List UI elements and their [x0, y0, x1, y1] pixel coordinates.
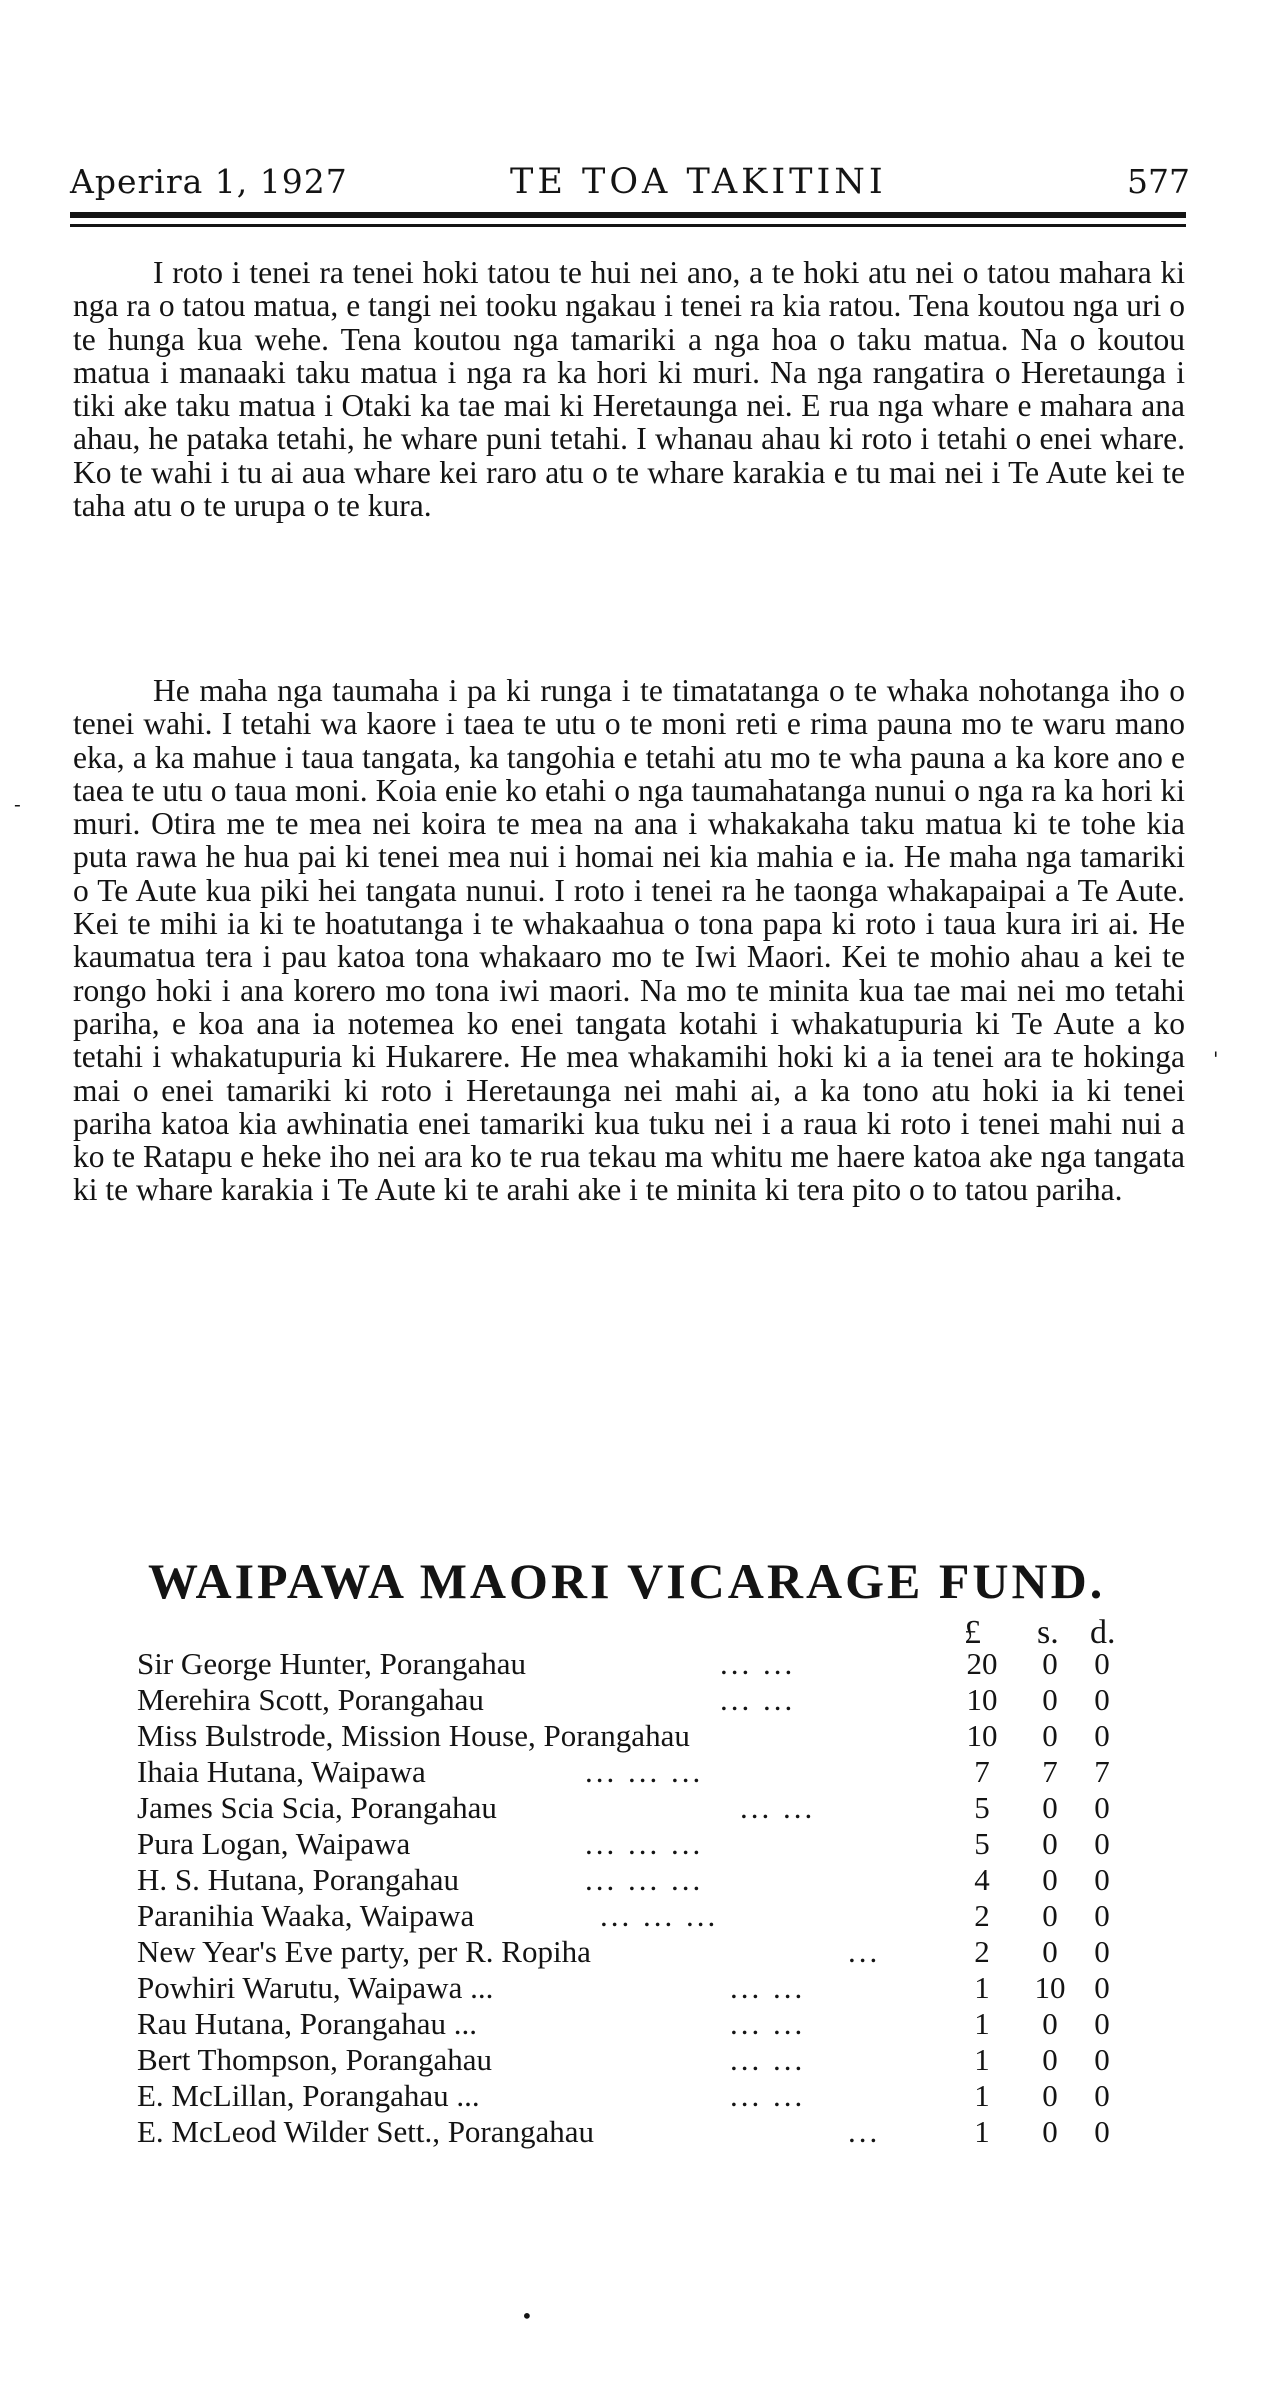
header-rule-thick: [70, 212, 1186, 218]
amount-pounds: 4: [974, 1862, 990, 1897]
amount-shillings: 7: [1042, 1754, 1058, 1789]
leader-dots: ... ...: [730, 2078, 806, 2113]
amount-pounds: 5: [974, 1790, 990, 1825]
amount-pounds: 1: [974, 2078, 990, 2113]
fund-heading: WAIPAWA MAORI VICARAGE FUND.: [148, 1553, 1106, 1609]
donor-name: Paranihia Waaka, Waipawa: [137, 1898, 475, 1933]
leader-dots: ... ...: [740, 1790, 816, 1825]
amount-pounds: 7: [974, 1754, 990, 1789]
donor-name: Powhiri Warutu, Waipawa ...: [137, 1970, 494, 2005]
body-paragraph-1: I roto i tenei ra tenei hoki tatou te hui nei ano, a te hoki atu nei o tatou mahara ki nga ra o tatou matua, e tangi nei tooku ngakau i tenei ra kia ratou. Tena koutou nga uri o te hunga kua wehe. Tena koutou nga tamariki a nga hoa o taku matua. Na o koutou matua i manaaki taku matua i nga ra ka hori ki muri. Na nga rangatira o Heretaunga i tiki ake taku matua i Otaki ka tae mai ki Heretaunga nei. E rua nga whare e mahara ana ahau, he pataka tetahi, he whare puni tetahi. I whanau ahau ki roto i tetahi o enei whare. Ko te wahi i tu ai aua whare kei raro atu o te whare karakia e tu mai nei i Te Aute kei te taha atu o te urupa o te kura.: [73, 255, 1185, 524]
amount-pence: 0: [1094, 1790, 1110, 1825]
amount-pence: 0: [1094, 1934, 1110, 1969]
amount-pounds: 1: [974, 1970, 990, 2005]
issue-date: Aperira 1, 1927: [70, 162, 348, 201]
table-row: [0, 2042, 1280, 2079]
donor-name: E. McLillan, Porangahau ...: [137, 2078, 480, 2113]
amount-shillings: 0: [1042, 2114, 1058, 2149]
amount-pounds: 10: [966, 1718, 998, 1753]
amount-shillings: 0: [1042, 2006, 1058, 2041]
donor-name: New Year's Eve party, per R. Ropiha: [137, 1934, 591, 1969]
amount-shillings: 0: [1042, 1682, 1058, 1717]
table-row: [0, 2078, 1280, 2115]
leader-dots: ... ... ...: [585, 1862, 704, 1897]
leader-dots: ...: [848, 1934, 881, 1969]
amount-shillings: 0: [1042, 2042, 1058, 2077]
table-row: [0, 1898, 1280, 1935]
page-header: [70, 162, 1190, 212]
amount-pence: 0: [1094, 1970, 1110, 2005]
publication-title: TE TOA TAKITINI: [510, 162, 887, 202]
amount-pence: 0: [1094, 2114, 1110, 2149]
body-paragraph-2: He maha nga taumaha i pa ki runga i te timatatanga o te whaka nohotanga iho o tenei wahi. I tetahi wa kaore i taea te utu o te moni reti e rima pauna mo te waru mano eka, a ka mahue i taua tangata, ka tangohia e tetahi atu mo te wha pauna a ka kore ano e taea te utu o taua moni. Koia enie ko etahi o nga taumahatanga nunui o nga ra ka hori ki muri. Otira me te mea nei koira te mea na ana i whakakaha taku matua ki te tohe kia puta rawa he hua pai ki tenei mea nui i homai nei kia mahia e ia. He maha nga tamariki o Te Aute kua piki hei tangata nunui. I roto i tenei ra he taonga whakapaipai a Te Aute. Kei te mihi ia ki te hoatutanga i te whakaahua o tona papa ki roto i taua kura iri ai. He kaumatua tera i pau katoa tona whakaaro mo te Iwi Maori. Kei te mohio ahau a kei te rongo hoki i ana korero mo tona iwi maori. Na mo te minita kua tae mai nei mo tetahi pariha, e koa ana ia notemea ko enei tangata kotahi i whakatupuria ki Te Aute a ko tetahi i whakatupuria ki Hukarere. He mea whakamihi hoki ki a ia tenei ara te hokinga mai o enei tamariki ki roto i Heretaunga nei mahi ai, a ka tono atu hoki ia ki tenei pariha katoa kia awhinatia enei tamariki kua tuku nei i a raua ki roto i tenei mahi nui a ko te Ratapu e heke iho nei ara ko te rua tekau ma whitu me haere katoa ake nga tangata ki te whare karakia i Te Aute ki te arahi ake i te minita ki tera pito o to tatou pariha.: [73, 673, 1185, 1208]
amount-shillings: 0: [1042, 1790, 1058, 1825]
table-row: [0, 1970, 1280, 2007]
amount-pounds: 5: [974, 1826, 990, 1861]
amount-pounds: 1: [974, 2114, 990, 2149]
amount-pounds: 1: [974, 2042, 990, 2077]
amount-pence: 7: [1094, 1754, 1110, 1789]
leader-dots: ... ... ...: [585, 1754, 704, 1789]
amount-pence: 0: [1094, 2078, 1110, 2113]
amount-pence: 0: [1094, 2006, 1110, 2041]
donor-name: Pura Logan, Waipawa: [137, 1826, 411, 1861]
amount-pence: 0: [1094, 1862, 1110, 1897]
donor-name: Bert Thompson, Porangahau: [137, 2042, 493, 2077]
amount-shillings: 10: [1034, 1970, 1066, 2005]
table-row: [0, 2114, 1280, 2151]
donor-name: Sir George Hunter, Porangahau: [137, 1646, 527, 1681]
table-row: [0, 1754, 1280, 1791]
margin-mark: -: [14, 792, 21, 816]
amount-shillings: 0: [1042, 1862, 1058, 1897]
donor-name: Miss Bulstrode, Mission House, Porangahau: [137, 1718, 690, 1753]
table-row: [0, 1826, 1280, 1863]
amount-shillings: 0: [1042, 1646, 1058, 1681]
donor-name: H. S. Hutana, Porangahau: [137, 1862, 459, 1897]
amount-shillings: 0: [1042, 2078, 1058, 2113]
table-row: [0, 1718, 1280, 1755]
amount-pence: 0: [1094, 1718, 1110, 1753]
table-row: [0, 1682, 1280, 1719]
leader-dots: ... ...: [720, 1682, 796, 1717]
amount-shillings: 0: [1042, 1898, 1058, 1933]
leader-dots: ... ... ...: [585, 1826, 704, 1861]
column-header-pounds: £: [964, 1614, 981, 1651]
column-header-pence: d.: [1090, 1614, 1116, 1651]
leader-dots: ... ...: [730, 2042, 806, 2077]
margin-tick: ': [1213, 1047, 1219, 1071]
page-number: 577: [1127, 162, 1190, 201]
column-header-shillings: s.: [1037, 1614, 1059, 1651]
amount-shillings: 0: [1042, 1718, 1058, 1753]
donor-name: Merehira Scott, Porangahau: [137, 1682, 484, 1717]
donor-name: E. McLeod Wilder Sett., Porangahau: [137, 2114, 595, 2149]
header-rule-thin: [70, 224, 1186, 227]
footer-dot: •: [521, 2304, 533, 2328]
amount-pounds: 2: [974, 1934, 990, 1969]
leader-dots: ... ... ...: [600, 1898, 719, 1933]
amount-shillings: 0: [1042, 1826, 1058, 1861]
table-row: [0, 1790, 1280, 1827]
donor-name: James Scia Scia, Porangahau: [137, 1790, 497, 1825]
amount-pounds: 1: [974, 2006, 990, 2041]
table-row: [0, 2006, 1280, 2043]
amount-pounds: 10: [966, 1682, 998, 1717]
amount-pence: 0: [1094, 1682, 1110, 1717]
leader-dots: ...: [848, 2114, 881, 2149]
table-row: [0, 1934, 1280, 1971]
amount-pounds: 20: [966, 1646, 998, 1681]
table-row: [0, 1646, 1280, 1683]
table-row: [0, 1862, 1280, 1899]
leader-dots: ... ...: [730, 1970, 806, 2005]
leader-dots: ... ...: [730, 2006, 806, 2041]
leader-dots: ... ...: [720, 1646, 796, 1681]
donor-name: Ihaia Hutana, Waipawa: [137, 1754, 426, 1789]
amount-pence: 0: [1094, 2042, 1110, 2077]
donor-name: Rau Hutana, Porangahau ...: [137, 2006, 478, 2041]
amount-pence: 0: [1094, 1826, 1110, 1861]
amount-pounds: 2: [974, 1898, 990, 1933]
amount-pence: 0: [1094, 1898, 1110, 1933]
amount-pence: 0: [1094, 1646, 1110, 1681]
amount-shillings: 0: [1042, 1934, 1058, 1969]
